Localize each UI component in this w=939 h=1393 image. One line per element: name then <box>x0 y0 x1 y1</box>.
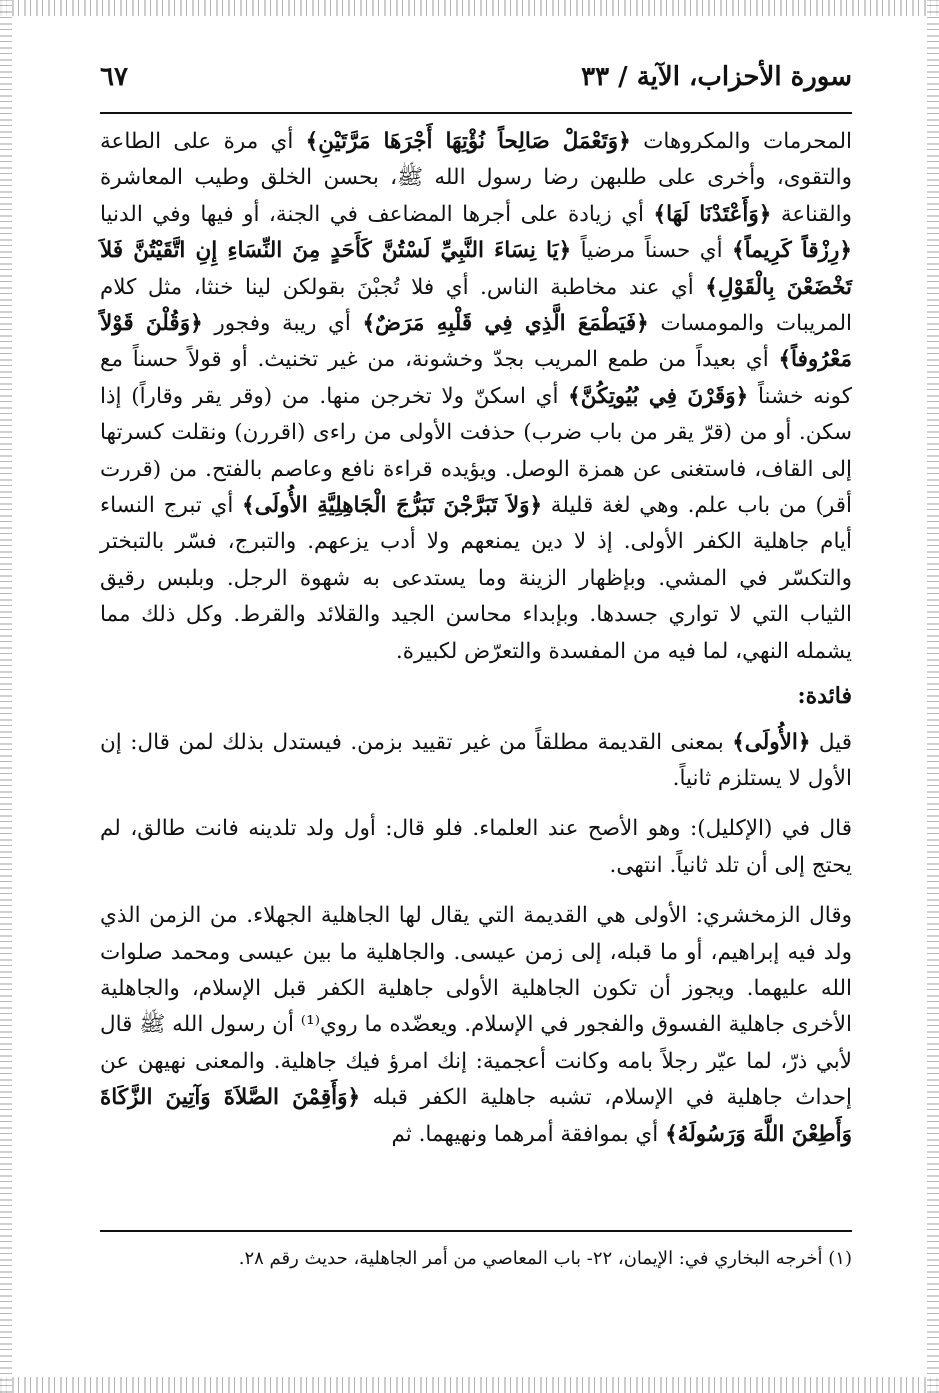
top-ornament-border <box>0 0 939 16</box>
footnote: (١) أخرجه البخاري في: الإيمان، ٢٢- باب المعاصي من أمر الجاهلية، حديث رقم ٢٨. <box>238 1248 852 1269</box>
text-run: أي زيادة على أجرها المضاعف في الجنة، أو فيها وفي الدنيا <box>100 201 654 227</box>
text-run: المحرمات والمكروهات <box>630 129 852 154</box>
quran-quote: ﴿وَقُلْنَ قَوْلاً مَعْرُوفاً﴾ <box>100 311 852 373</box>
text-run: أي ريبة وفجور <box>202 311 363 337</box>
book-page <box>100 62 852 1342</box>
text-run: بمعنى القديمة مطلقاً من غير تقييد بزمن. فيستدل بذلك لمن قال: إن الأول لا يستلزم ثانياً. <box>100 729 852 791</box>
running-header <box>100 62 852 114</box>
text-run: قال في (الإكليل): وهو الأصح عند العلماء. فلو قال: أول ولد تلدينه فانت طالق، لم يحتج إلى أن تلد ثانياً. انتهى. <box>100 816 852 878</box>
quran-quote: ﴿الأُولَى﴾ <box>732 729 811 755</box>
chapter-title: سورة الأحزاب، الآية / ٣٣ <box>581 62 852 92</box>
paragraph-1 <box>100 124 852 670</box>
paragraph-3 <box>100 811 852 884</box>
paragraph-4 <box>100 898 852 1153</box>
text-run: أي تبرج النساء أيام جاهلية الكفر الأولى. إذ لا دين يمنعهم ولا أدب يزعهم. والتبرج، فسّر بالتبختر والتكسّر في المشي. وبإظهار الزينة وما يستدعى به شهوة الرجل. وبلبس رقيق الثياب التي لا تواري جسدها. وبإبداء محاسن الجيد والقلائد والقرط. وكل ذلك مما يشمله النهي، لما فيه من المفسدة والتعرّض لكبيرة. <box>100 493 852 664</box>
quran-quote: ﴿وَأَعْتَدْنَا لَهَا﴾ <box>653 201 772 227</box>
text-run: أي بموافقة أمرهما ونهيهما. ثم <box>391 1121 666 1147</box>
text-run: أي بعيداً من طمع المريب بجدّ وخشونة، من غير تخنيث. أو قولاً حسناً مع كونه خشناً <box>100 347 852 409</box>
quran-quote: ﴿يَا نِسَاءَ النَّبِيِّ لَسْتُنَّ كَأَحَدٍ مِنَ النِّسَاءِ إِنِ اتَّقَيْتُنَّ فَلاَ تَخْضَعْنَ بِالْقَوْلِ﴾ <box>100 238 852 300</box>
text-run: أي عند مخاطبة الناس. أي فلا تُجبْنَ بقولكن لينا خنثا، مثل كلام المريبات والمومسات <box>100 274 852 337</box>
section-heading: فائدة: <box>797 683 852 710</box>
text-run: وقال الزمخشري: الأولى هي القديمة التي يقال لها الجاهلية الجهلاء. من الزمن الذي ولد فيه إبراهيم، أو ما قبله، إلى زمن عيسى. والجاهلية ما بين عيسى ومحمد صلوات الله عليهما. ويجوز أن تكون الجاهلية الأولى جاهلية الكفر قبل الإسلام، والجاهلية الأخرى جاهلية الفسوق والفجور في الإسلام. ويعضّده ما روي⁽¹⁾ أن رسول الله ﷺ قال لأبي ذرّ، لما عيّر رجلاً بامه وكانت أعجمية: إنك امرؤ فيك جاهلية. والمعنى نهيهن عن إحداث جاهلية في الإسلام، تشبه جاهلية الكفر قبله <box>100 903 852 1111</box>
right-ornament-border <box>927 0 939 1393</box>
text-run: قيل <box>810 729 852 755</box>
quran-quote: ﴿وَلاَ تَبَرَّجْنَ تَبَرُّجَ الْجَاهِلِيَّةِ الأُولَى﴾ <box>242 493 543 519</box>
text-run: أي مرة على الطاعة والتقوى، وأخرى على طلبهن رضا رسول الله ﷺ، بحسن الخلق وطيب المعاشرة والقناعة <box>100 129 853 227</box>
text-run: أي اسكنّ ولا تخرجن منها. من (وقر يقر وقاراً) إذا سكن. أو من (قرّ يقر من باب ضرب) حذفت الأولى من راءى (اقررن) ونقلت كسرتها إلى القاف، فاستغنى عن همزة الوصل. ويؤيده قراءة نافع وعاصم بالفتح. من (قررت أقر) من باب علم. وهي لغة قليلة <box>100 383 852 519</box>
page-number: ٦٧ <box>100 62 128 92</box>
bottom-ornament-border <box>0 1377 939 1393</box>
paragraph-2 <box>100 725 852 798</box>
quran-quote: ﴿وَأَقِمْنَ الصَّلاَةَ وَآتِينَ الزَّكَاةَ وَأَطِعْنَ اللَّهَ وَرَسُولَهُ﴾ <box>100 1085 852 1147</box>
quran-quote: ﴿وَقَرْنَ فِي بُيُوتِكُنَّ﴾ <box>568 383 749 409</box>
main-text <box>100 124 852 1153</box>
quran-quote: ﴿فَيَطْمَعَ الَّذِي فِي قَلْبِهِ مَرَضٌ﴾ <box>362 311 649 337</box>
text-run: أي حسناً مرضياً <box>571 238 733 264</box>
quran-quote: ﴿وَتَعْمَلْ صَالِحاً نُؤْتِهَا أَجْرَهَا مَرَّتَيْنِ﴾ <box>305 129 631 154</box>
footnote-divider <box>100 1230 852 1232</box>
left-ornament-border <box>0 0 12 1393</box>
quran-quote: ﴿رِزْقاً كَرِيماً﴾ <box>732 238 853 264</box>
